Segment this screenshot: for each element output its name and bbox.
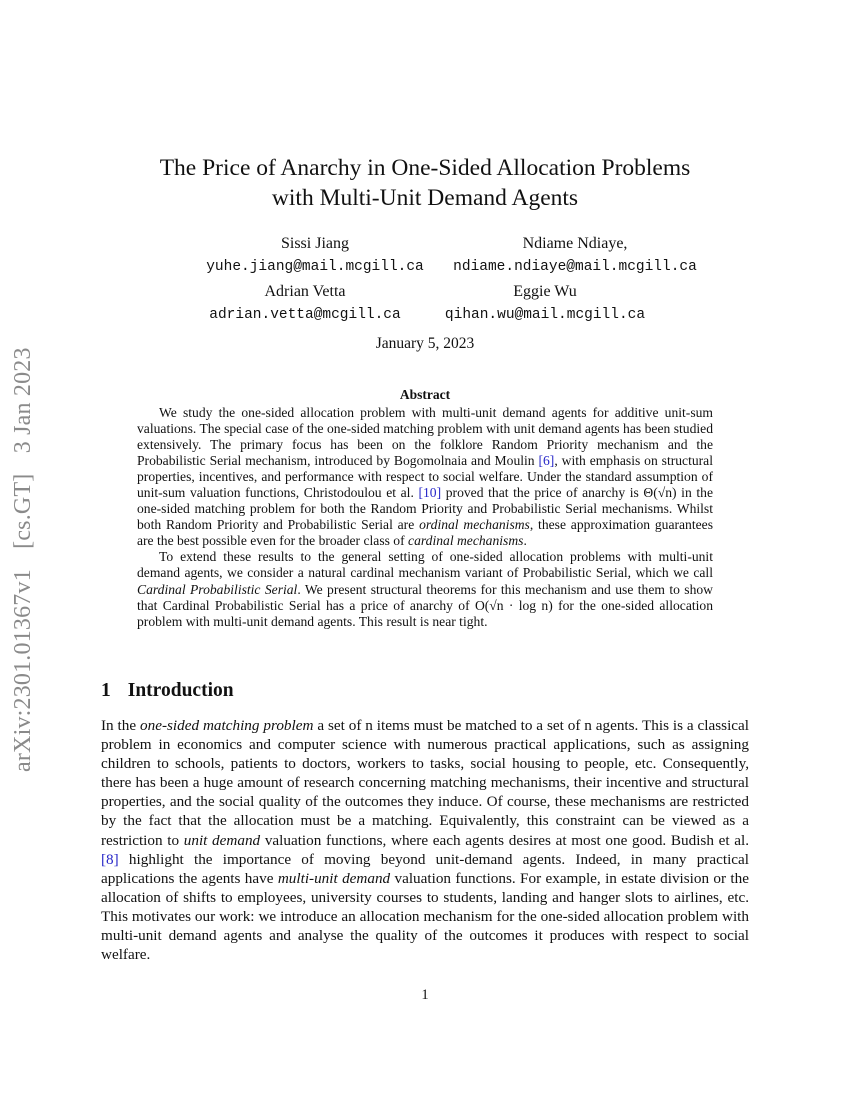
page-number: 1	[421, 987, 429, 1003]
body-text: valuation functions, where each agents desires at most one good. Budish et al.	[260, 831, 749, 849]
introduction-body	[101, 716, 749, 964]
citation-link[interactable]: [10]	[418, 485, 442, 501]
abstract-text: To extend these results to the general setting of one-sided allocation problems with multi-unit demand agents, we consider a natural cardinal mechanism variant of Probabilistic Serial, which we call	[137, 549, 713, 581]
body-text: a set of n items must be matched to a set of n agents. This is a classical problem in economics and computer science with numerous practical applications, such as assigning children to schools, patients to doctors, workers to tasks, social housing to people, etc. Consequently, there has been a huge amount of research concerning matching mechanisms, their incentive and structural properties, and the social quality of the outcomes they induce. Of course, these mechanisms are restricted by the fact that the allocation must be a matching. Equivalently, this constraint can be viewed as a restriction to	[101, 717, 749, 849]
abstract-body	[137, 405, 713, 630]
emphasis: ordinal mechanisms	[419, 517, 530, 533]
paper-title	[0, 153, 850, 213]
citation-link[interactable]: [8]	[101, 850, 119, 868]
body-text: highlight the importance of moving beyond unit-demand agents. Indeed, in many practical applications the agents have	[101, 850, 749, 887]
citation-link[interactable]: [6]	[538, 453, 555, 469]
author-block-4	[425, 282, 665, 325]
abstract-paragraph-1	[137, 405, 713, 549]
section-number: 1	[101, 680, 111, 701]
abstract-heading: Abstract	[399, 387, 451, 402]
author-email[interactable]: ndiame.ndiaye@mail.mcgill.ca	[453, 259, 697, 275]
author-block-1	[205, 234, 425, 277]
arxiv-category: [cs.GT]	[10, 473, 36, 549]
abstract-text: , with emphasis on structural properties, incentives, and performance with respect to social welfare. Under the standard assumption of unit-sum valuation functions, Christodoulou et al.	[137, 453, 713, 501]
author-name: Adrian Vetta	[264, 283, 346, 300]
author-name: Ndiame Ndiaye,	[522, 235, 628, 252]
author-email[interactable]: qihan.wu@mail.mcgill.ca	[444, 307, 646, 323]
arxiv-id[interactable]: arXiv:2301.01367v1	[10, 569, 36, 772]
author-block-2	[425, 234, 725, 277]
author-block-3	[195, 282, 415, 325]
emphasis: cardinal mechanisms	[408, 533, 524, 549]
abstract-text: . We present structural theorems for this mechanism and use them to show that Cardinal Probabilistic Serial has a price of anarchy of O(√n · log n) for the one-sided allocation problem with multi-unit demand agents. This result is near tight.	[137, 581, 713, 629]
author-email[interactable]: yuhe.jiang@mail.mcgill.ca	[206, 259, 424, 275]
title-line-2: with Multi-Unit Demand Agents	[271, 185, 579, 211]
author-name: Eggie Wu	[513, 283, 577, 300]
intro-paragraph	[101, 716, 749, 964]
section-title: Introduction	[127, 680, 234, 701]
abstract-text: proved that the price of anarchy is Θ(√n) in the one-sided matching problem for both the Random Priority and Probabilistic Serial mechanisms. Whilst both Random Priority and Probabilistic Serial are	[137, 485, 713, 533]
paper-date: January 5, 2023	[375, 335, 475, 352]
emphasis: Cardinal Probabilistic Serial	[137, 581, 298, 597]
abstract-paragraph-2	[137, 549, 713, 629]
section-heading-introduction	[101, 680, 234, 702]
abstract-text: We study the one-sided allocation problem with multi-unit demand agents for additive unit-sum valuations. The special case of the one-sided matching problem with unit demand agents has been studied extensively. The primary focus has been on the folklore Random Priority mechanism and the Probabilistic Serial mechanism, introduced by Bogomolnaia and Moulin	[137, 405, 713, 469]
abstract-text: , these approximation guarantees are the best possible even for the broader class of	[137, 517, 713, 549]
title-line-1: The Price of Anarchy in One-Sided Allocation Problems	[159, 155, 691, 181]
author-name: Sissi Jiang	[280, 235, 349, 252]
emphasis: one-sided matching problem	[140, 717, 314, 734]
emphasis: unit demand	[183, 831, 261, 849]
author-email[interactable]: adrian.vetta@mcgill.ca	[209, 307, 401, 323]
arxiv-date: 3 Jan 2023	[10, 347, 36, 454]
abstract-text: .	[523, 533, 527, 549]
body-text: In the	[101, 717, 141, 734]
body-text: valuation functions. For example, in estate division or the allocation of shifts to employees, university courses to students, landing and hanger slots to airlines, etc. This motivates our work: we introduce an allocation mechanism for the one-sided allocation problem with multi-unit demand agents and analyse the quality of the outcomes it produces with respect to social welfare.	[101, 869, 749, 964]
emphasis: multi-unit demand	[277, 869, 391, 887]
